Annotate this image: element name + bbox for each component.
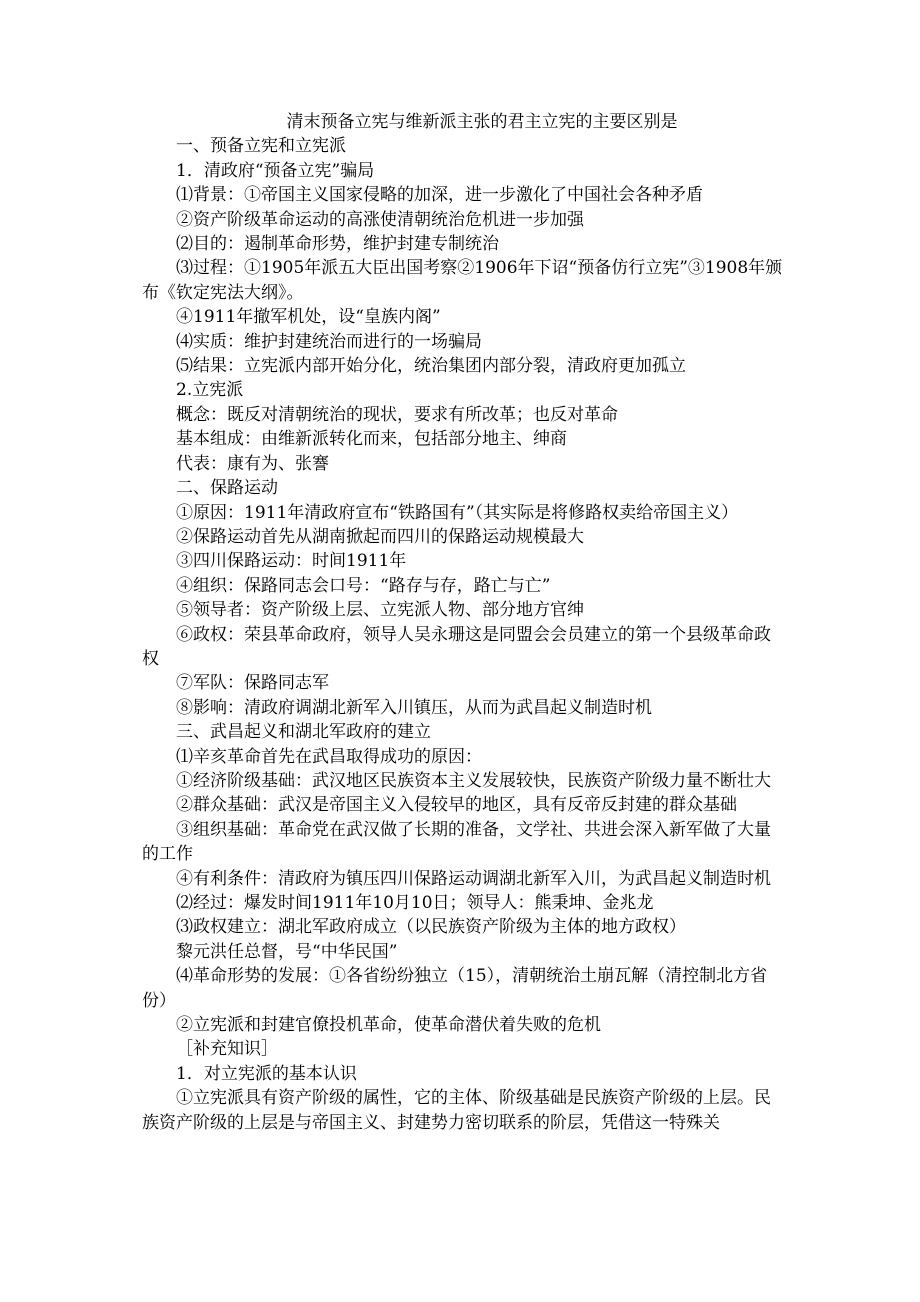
subheading-2: 2.立宪派 xyxy=(176,380,244,401)
text-line: ②保路运动首先从湖南掀起而四川的保路运动规模最大 xyxy=(176,526,584,547)
text-line: ②资产阶级革命运动的高涨使清朝统治危机进一步加强 xyxy=(176,209,584,230)
text-line: ⑧影响：清政府调湖北新军入川镇压，从而为武昌起义制造时机 xyxy=(176,697,652,718)
document-page xyxy=(142,110,786,1135)
text-line: ⑵目的：遏制革命形势，维护封建专制统治 xyxy=(176,234,499,255)
text-line: ⑶过程：①1905年派五大臣出国考察②1906年下诏“预备仿行立宪”③1908年颁布《钦定宪法大纲》。 xyxy=(142,258,783,303)
section-heading-3: 三、武昌起义和湖北军政府的建立 xyxy=(176,722,431,743)
text-line: 基本组成：由维新派转化而来，包括部分地主、绅商 xyxy=(176,429,567,450)
text-line: ⑴辛亥革命首先在武昌取得成功的原因： xyxy=(176,746,482,767)
text-line: ⑴背景：①帝国主义国家侵略的加深，进一步激化了中国社会各种矛盾 xyxy=(176,185,703,206)
text-line: ①经济阶级基础：武汉地区民族资本主义发展较快，民族资产阶级力量不断壮大 xyxy=(176,770,771,791)
text-line: ⑷实质：维护封建统治而进行的一场骗局 xyxy=(176,331,482,352)
text-line: ③组织基础：革命党在武汉做了长期的准备，文学社、共进会深入新军做了大量的工作 xyxy=(142,819,771,865)
text-line: ⑸结果：立宪派内部开始分化，统治集团内部分裂，清政府更加孤立 xyxy=(176,356,686,377)
text-line: ③四川保路运动：时间1911年 xyxy=(176,551,407,572)
text-line: ⑤领导者：资产阶级上层、立宪派人物、部分地方官绅 xyxy=(176,600,584,621)
document-title: 清末预备立宪与维新派主张的君主立宪的主要区别是 xyxy=(286,112,678,132)
text-line: ⑦军队：保路同志军 xyxy=(176,673,329,694)
text-line: ④有利条件：清政府为镇压四川保路运动调湖北新军入川，为武昌起义制造时机 xyxy=(176,868,771,889)
text-line: ①原因：1911年清政府宣布“铁路国有”（其实际是将修路权卖给帝国主义） xyxy=(176,502,739,523)
subheading-3: 1．对立宪派的基本认识 xyxy=(176,1063,357,1084)
text-line: ④1911年撤军机处，设“皇族内阁” xyxy=(176,307,441,328)
text-line: 黎元洪任总督，号“中华民国” xyxy=(176,941,398,962)
text-line: ⑷革命形势的发展：①各省纷纷独立（15），清朝统治土崩瓦解（清控制北方省份） xyxy=(142,966,768,1011)
text-line: ④组织：保路同志会口号：“路存与存，路亡与亡” xyxy=(176,575,551,596)
text-line: ①立宪派具有资产阶级的属性，它的主体、阶级基础是民族资产阶级的上层。民族资产阶级的上层是与帝国主义、封建势力密切联系的阶层，凭借这一特殊关 xyxy=(142,1088,771,1133)
text-line: 概念：既反对清朝统治的现状，要求有所改革；也反对革命 xyxy=(176,404,618,425)
text-line: ⑥政权：荣县革命政府，领导人吴永珊这是同盟会会员建立的第一个县级革命政权 xyxy=(142,624,771,669)
supplement-heading: ［补充知识］ xyxy=(176,1039,278,1060)
text-line: ⑵经过：爆发时间1911年10月10日；领导人：熊秉坤、金兆龙 xyxy=(176,893,654,913)
section-heading-1: 一、预备立宪和立宪派 xyxy=(176,136,346,157)
subheading-1: 1．清政府“预备立宪”骗局 xyxy=(176,160,375,181)
text-line: ②群众基础：武汉是帝国主义入侵较早的地区，具有反帝反封建的群众基础 xyxy=(176,795,737,816)
text-line: ⑶政权建立：湖北军政府成立（以民族资产阶级为主体的地方政权） xyxy=(176,917,686,938)
section-heading-2: 二、保路运动 xyxy=(176,478,278,499)
text-line: 代表：康有为、张謇 xyxy=(176,453,329,474)
text-line: ②立宪派和封建官僚投机革命，使革命潜伏着失败的危机 xyxy=(176,1015,601,1036)
